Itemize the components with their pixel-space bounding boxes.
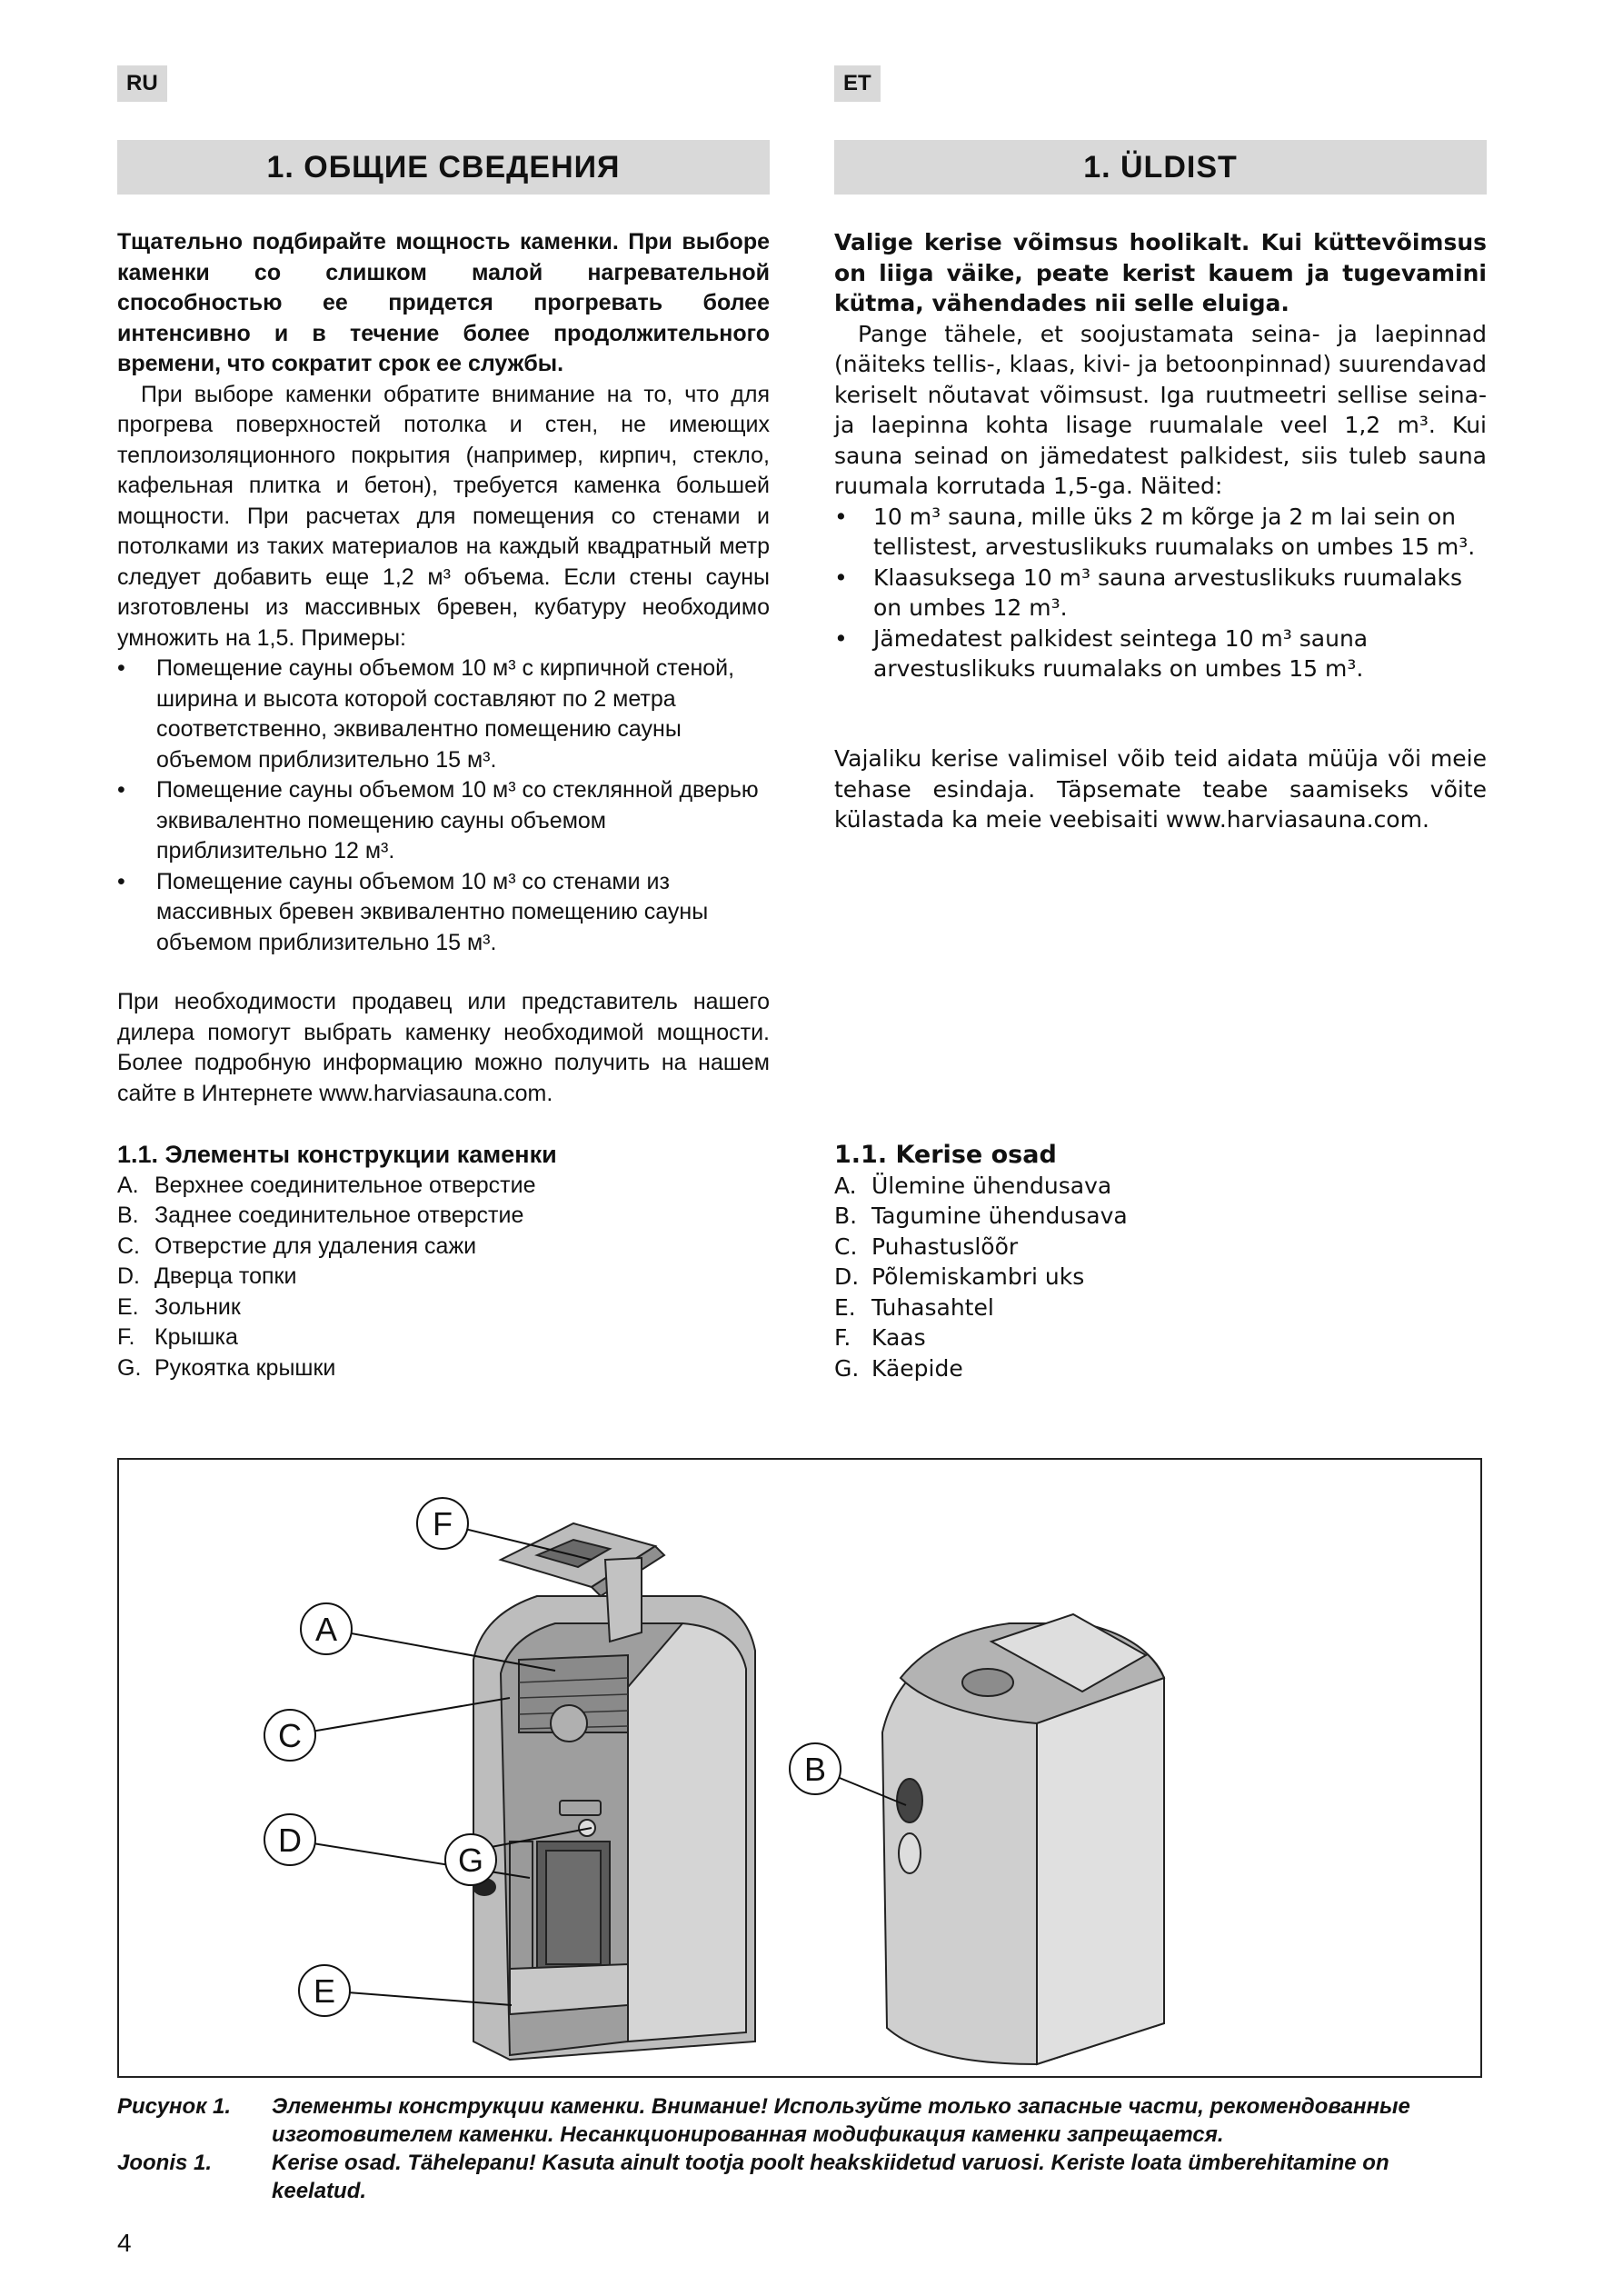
sub-heading-ru: 1.1. Элементы конструкции каменки bbox=[117, 1141, 557, 1168]
callout-label: C bbox=[278, 1717, 302, 1754]
list-item: E. Зольник bbox=[117, 1293, 241, 1320]
intro-bold-et: Valige kerise võimsus hoolikalt. Kui küttevõimsus on liiga väike, peate kerist kauem ja tugevamini kütma, vähendades nii selle eluiga. bbox=[834, 229, 1487, 316]
figure-caption-et bbox=[117, 2149, 1489, 2205]
bullet-list-ru bbox=[117, 654, 770, 958]
bullet-list-et bbox=[834, 502, 1487, 684]
column-et bbox=[834, 227, 1487, 684]
caption-label-ru: Рисунок 1. bbox=[117, 2094, 232, 2119]
language-tag-ru: RU bbox=[117, 65, 167, 102]
callout-label: D bbox=[278, 1822, 302, 1859]
language-tag-et: ET bbox=[834, 65, 881, 102]
heater-front-view bbox=[473, 1523, 755, 2060]
paragraph-et: Pange tähele, et soojustamata seina- ja laepinnad (näiteks tellis-, klaas, kivi- ja betoonpinnad) suurendavad keriselt nõutavat võimsust. Iga ruutmeetri sellise seina- ja laepinna kohta lisage ruumalale veel 1,2 m³. Kui sauna seinad on jämedatest palkidest, siis tuleb sauna ruumala korrutada 1,5-ga. Näited: bbox=[834, 320, 1487, 499]
callout-label: G bbox=[457, 1842, 484, 1879]
list-item: D. Põlemiskambri uks bbox=[834, 1263, 1085, 1290]
figure-caption-ru bbox=[117, 2092, 1489, 2149]
list-item: • Jämedatest palkidest seintega 10 m³ sauna arvestuslikuks ruumalaks on umbes 15 m³. bbox=[834, 624, 1487, 684]
section-heading-et: 1. ÜLDIST bbox=[834, 140, 1487, 195]
dealer-paragraph-ru: При необходимости продавец или представитель нашего дилера помогут выбрать каменку необходимой мощности. Более подробную информацию можно получить на нашем сайте в Интернете www.harviasauna.com. bbox=[117, 989, 770, 1106]
list-item: • 10 m³ sauna, mille üks 2 m kõrge ja 2 m lai sein on tellistest, arvestuslikuks ruumalaks on umbes 15 m³. bbox=[834, 502, 1487, 563]
callout-label: E bbox=[313, 1972, 336, 2010]
callout-label: A bbox=[314, 1611, 338, 1648]
list-item: • Помещение сауны объемом 10 м³ со стеклянной дверью эквивалентно помещению сауны объемом приблизительно 12 м³. bbox=[117, 775, 770, 867]
list-item: • Помещение сауны объемом 10 м³ со стенами из массивных бревен эквивалентно помещению сауны объемом приблизительно 15 м³. bbox=[117, 867, 770, 959]
paragraph-ru: При выборе каменки обратите внимание на то, что для прогрева поверхностей потолка и стен, не имеющих теплоизоляционного покрытия (например, кирпич, стекло, кафельная плитка и бетон), требуется каменка большей мощности. При расчетах для помещения со стенами и потолками из таких материалов на каждый квадратный метр следует добавить еще 1,2 м³ объема. Если стены сауны изготовлены из массивных бревен, кубатуру необходимо умножить на 1,5. Примеры: bbox=[117, 381, 770, 651]
list-item: C. Отверстие для удаления сажи bbox=[117, 1233, 477, 1259]
list-item: F. Крышка bbox=[117, 1324, 238, 1350]
parts-list-et bbox=[834, 1140, 1487, 1383]
heater-back-view bbox=[882, 1614, 1164, 2064]
list-item: D. Дверца топки bbox=[117, 1263, 297, 1289]
callout-label: F bbox=[433, 1505, 453, 1542]
list-item: G. Käepide bbox=[834, 1354, 963, 1382]
caption-text-ru: Элементы конструкции каменки. Внимание! Используйте только запасные части, рекомендованные изготовителем каменки. Несанкционированная модификация каменки запрещается. bbox=[272, 2094, 1410, 2147]
heater-illustration bbox=[119, 1460, 1480, 2076]
caption-text-et: Kerise osad. Tähelepanu! Kasuta ainult tootja poolt heakskiidetud varuosi. Keriste loata ümberehitamine on keelatud. bbox=[272, 2151, 1389, 2203]
sub-heading-et: 1.1. Kerise osad bbox=[834, 1141, 1057, 1169]
section-heading-ru: 1. ОБЩИЕ СВЕДЕНИЯ bbox=[117, 140, 770, 195]
list-item: A. Ülemine ühendusava bbox=[834, 1172, 1112, 1199]
list-item: B. Tagumine ühendusava bbox=[834, 1203, 1128, 1229]
parts-list-ru bbox=[117, 1140, 770, 1383]
list-item: • Klaasuksega 10 m³ sauna arvestuslikuks ruumalaks on umbes 12 m³. bbox=[834, 563, 1487, 624]
caption-label-et: Joonis 1. bbox=[117, 2151, 213, 2175]
dealer-paragraph-et: Vajaliku kerise valimisel võib teid aidata müüja või meie tehase esindaja. Täpsemate teabe saamiseks võite külastada ka meie veebisaiti www.harviasauna.com. bbox=[834, 745, 1487, 833]
column-ru bbox=[117, 227, 770, 958]
list-item: E. Tuhasahtel bbox=[834, 1293, 994, 1321]
list-item: B. Заднее соединительное отверстие bbox=[117, 1203, 524, 1228]
list-item: • Помещение сауны объемом 10 м³ с кирпичной стеной, ширина и высота которой составляют по 2 метра соответственно, эквивалентно помещению сауны объемом приблизительно 15 м³. bbox=[117, 654, 770, 775]
intro-bold-ru: Тщательно подбирайте мощность каменки. При выборе каменки со слишком малой нагревательной способностью ее придется прогревать более интенсивно и в течение более продолжительного времени, что сократит срок ее службы. bbox=[117, 229, 770, 376]
figure-heater-parts bbox=[117, 1458, 1482, 2078]
list-item: A. Верхнее соединительное отверстие bbox=[117, 1172, 536, 1198]
callout-label: B bbox=[803, 1751, 827, 1788]
page-number: 4 bbox=[117, 2229, 132, 2257]
list-item: G. Рукоятка крышки bbox=[117, 1354, 336, 1381]
list-item: C. Puhastuslõõr bbox=[834, 1233, 1019, 1260]
list-item: F. Kaas bbox=[834, 1324, 926, 1351]
